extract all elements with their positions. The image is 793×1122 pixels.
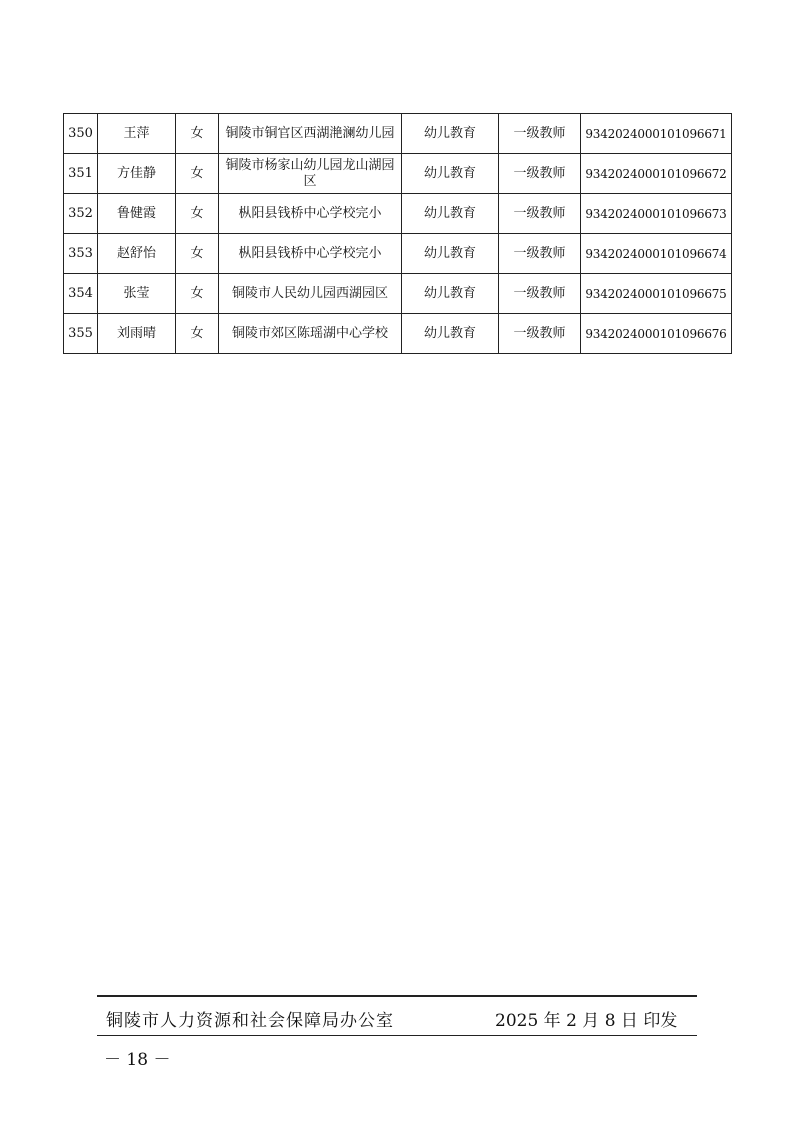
certificate-number: 9342024000101096673 [581,194,732,234]
row-number: 351 [64,154,98,194]
title-level: 一级教师 [499,274,581,314]
work-unit: 铜陵市铜官区西湖滟澜幼儿园 [219,114,402,154]
person-name: 王萍 [98,114,176,154]
table-row [64,234,732,274]
table-row [64,114,732,154]
subject: 幼儿教育 [402,114,499,154]
work-unit: 铜陵市杨家山幼儿园龙山湖园区 [219,154,402,194]
certificate-number: 9342024000101096676 [581,314,732,354]
gender: 女 [176,114,219,154]
issue-date: 2025 年 2 月 8 日 印发 [495,1011,678,1031]
work-unit: 铜陵市郊区陈瑶湖中心学校 [219,314,402,354]
certificate-number: 9342024000101096672 [581,154,732,194]
person-name: 刘雨晴 [98,314,176,354]
work-unit: 铜陵市人民幼儿园西湖园区 [219,274,402,314]
certificate-number: 9342024000101096671 [581,114,732,154]
person-name: 赵舒怡 [98,234,176,274]
row-number: 352 [64,194,98,234]
gender: 女 [176,274,219,314]
subject: 幼儿教育 [402,234,499,274]
person-name: 鲁健霞 [98,194,176,234]
page-number: － 18 － [104,1050,171,1070]
gender: 女 [176,234,219,274]
row-number: 355 [64,314,98,354]
gender: 女 [176,154,219,194]
person-name: 张莹 [98,274,176,314]
subject: 幼儿教育 [402,274,499,314]
row-number: 350 [64,114,98,154]
title-level: 一级教师 [499,114,581,154]
roster-table [63,113,732,354]
subject: 幼儿教育 [402,154,499,194]
work-unit: 枞阳县钱桥中心学校完小 [219,194,402,234]
issuer: 铜陵市人力资源和社会保障局办公室 [106,1011,394,1031]
title-level: 一级教师 [499,154,581,194]
table-row [64,194,732,234]
certificate-number: 9342024000101096675 [581,274,732,314]
certificate-number: 9342024000101096674 [581,234,732,274]
title-level: 一级教师 [499,234,581,274]
footer-top-rule [97,995,697,997]
title-level: 一级教师 [499,314,581,354]
table-row [64,314,732,354]
table-row [64,154,732,194]
title-level: 一级教师 [499,194,581,234]
row-number: 354 [64,274,98,314]
gender: 女 [176,314,219,354]
gender: 女 [176,194,219,234]
subject: 幼儿教育 [402,314,499,354]
footer-bottom-rule [97,1035,697,1036]
row-number: 353 [64,234,98,274]
table-row [64,274,732,314]
subject: 幼儿教育 [402,194,499,234]
person-name: 方佳静 [98,154,176,194]
work-unit: 枞阳县钱桥中心学校完小 [219,234,402,274]
